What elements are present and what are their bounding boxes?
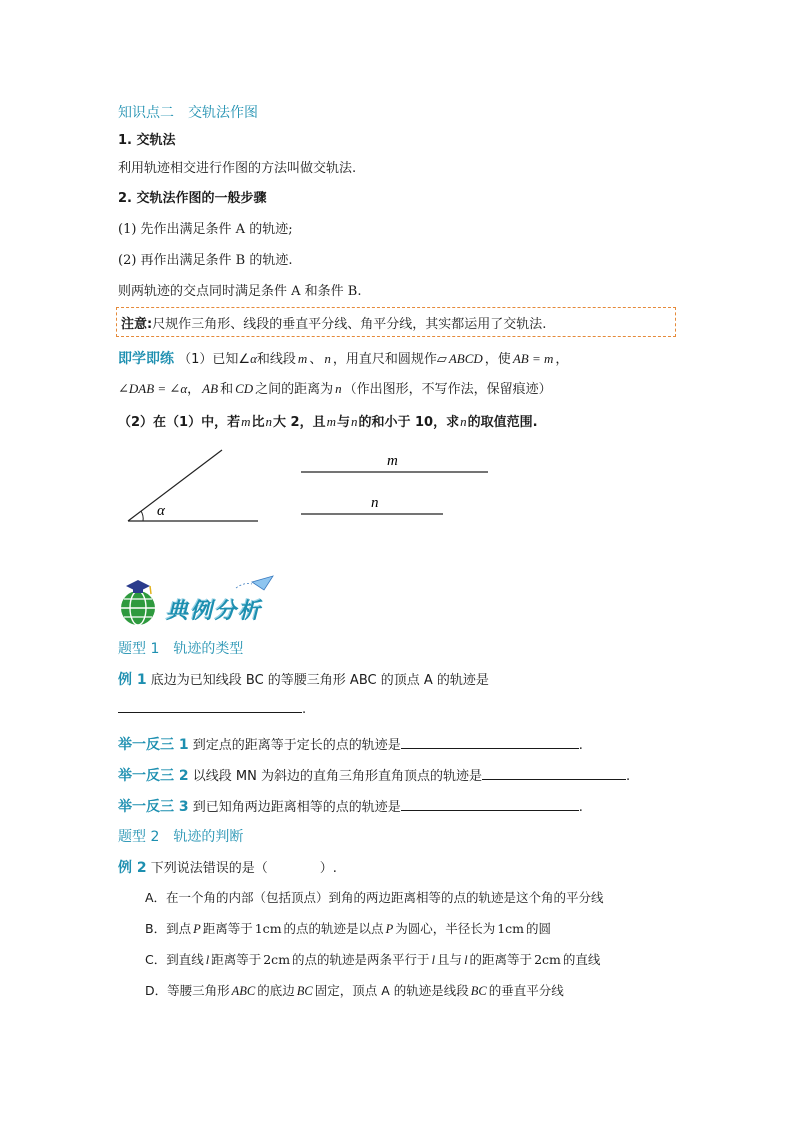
note-label: 注意: <box>121 317 153 332</box>
length-2cm: 2cm <box>263 952 291 967</box>
example1-line <box>118 669 489 689</box>
practice2-text: 以线段 MN 为斜边的直角三角形直角顶点的轨迹是 <box>192 769 482 784</box>
option-d[interactable] <box>145 981 564 999</box>
practice3-line <box>118 796 583 816</box>
answer-blank[interactable] <box>401 798 579 811</box>
m-label: m <box>387 453 398 469</box>
abc-symbol: ABC <box>231 984 256 998</box>
practice-text: 和线段 <box>256 352 296 367</box>
item2-step1: (1) 先作出满足条件 A 的轨迹; <box>118 222 293 237</box>
practice-text: （作出图形，不写作法，保留痕迹） <box>343 382 552 397</box>
alpha-label: α <box>157 503 165 519</box>
option-text: 的底边 <box>257 983 295 998</box>
n-symbol: n <box>350 414 358 429</box>
p-symbol: P <box>385 922 394 936</box>
angle-arc <box>141 511 143 521</box>
option-text: 且与 <box>437 952 463 967</box>
practice-text: 的和小于 10，求 <box>358 415 460 430</box>
option-text: 距离等于 <box>202 921 253 936</box>
abcd-symbol: ABCD <box>448 351 483 366</box>
practice-text: 大 2，且 <box>273 415 326 430</box>
item2-heading: 2. 交轨法作图的一般步骤 <box>118 191 267 206</box>
practice2-label: 举一反三 2 <box>118 768 189 784</box>
practice-text: ，用直尺和圆规作 <box>332 352 437 367</box>
option-a[interactable]: A．在一个角的内部（包括顶点）到角的两边距离相等的点的轨迹是这个角的平分线 <box>145 890 604 905</box>
period: . <box>578 800 583 815</box>
option-text: 的直线 <box>562 952 601 967</box>
alpha-symbol: α <box>250 351 257 366</box>
practice2-line <box>118 765 630 785</box>
practice-text: ，使 <box>484 352 511 367</box>
option-text: 的点的轨迹是两条平行于 <box>292 952 430 967</box>
practice-text: 之间的距离为 <box>255 382 334 397</box>
option-text: D．等腰三角形 <box>145 983 230 998</box>
type1-title: 题型 1 轨迹的类型 <box>118 641 244 657</box>
period: . <box>578 738 583 753</box>
option-text: C．到直线 <box>145 952 204 967</box>
example2-text: 下列说法错误的是（ ）. <box>150 861 337 876</box>
m-symbol: m <box>241 414 251 429</box>
practice-text: 和 <box>220 382 234 397</box>
example1-text: 底边为已知线段 BC 的等腰三角形 ABC 的顶点 A 的轨迹是 <box>150 673 489 688</box>
example1-answer <box>118 700 306 717</box>
answer-blank[interactable] <box>118 700 302 713</box>
length-1cm: 1cm <box>497 921 525 936</box>
parallelogram-symbol: ▱ <box>436 352 447 367</box>
section-title: 知识点二 交轨法作图 <box>118 105 258 121</box>
option-text: 为圆心，半径长为 <box>395 921 496 936</box>
practice1-text: 到定点的距离等于定长的点的轨迹是 <box>192 738 401 753</box>
answer-blank[interactable] <box>482 767 626 780</box>
cd-symbol: CD <box>235 381 254 396</box>
ab-symbol: AB <box>202 381 219 396</box>
option-text: 的距离等于 <box>469 952 533 967</box>
practice-text: （1）已知∠ <box>178 352 251 367</box>
practice-label: 即学即练 <box>118 351 174 367</box>
length-2cm: 2cm <box>534 952 561 967</box>
length-1cm: 1cm <box>254 921 282 936</box>
practice1-line <box>118 734 583 754</box>
item2-step2: (2) 再作出满足条件 B 的轨迹. <box>118 253 293 268</box>
practice-text: 与 <box>336 415 350 430</box>
l-symbol: l <box>205 953 210 967</box>
item1-heading: 1. 交轨法 <box>118 133 176 148</box>
option-c[interactable] <box>145 950 600 968</box>
option-text: 的点的轨迹是以点 <box>283 921 384 936</box>
option-text: B．到点 <box>145 921 192 936</box>
banner-title: 典例分析 <box>166 599 263 624</box>
practice-text: 的取值范围. <box>467 415 538 430</box>
answer-blank[interactable] <box>401 736 579 749</box>
option-text: 的圆 <box>526 921 552 936</box>
note-text: 尺规作三角形、线段的垂直平分线、角平分线，其实都运用了交轨法. <box>152 317 547 332</box>
practice3-label: 举一反三 3 <box>118 799 189 815</box>
l-symbol: l <box>431 953 436 967</box>
practice-text: 比 <box>251 415 265 430</box>
angle-dab: ∠DAB = ∠α <box>118 381 188 396</box>
item2-conclusion: 则两轨迹的交点同时满足条件 A 和条件 B. <box>118 284 362 299</box>
n-symbol: n <box>265 414 272 429</box>
bc-symbol: BC <box>296 984 313 998</box>
period: . <box>625 769 631 784</box>
n-symbol: n <box>324 351 331 366</box>
practice-text: 、 <box>309 352 323 367</box>
option-text: 距离等于 <box>211 952 262 967</box>
n-symbol: n <box>460 414 467 429</box>
m-symbol: m <box>297 351 308 366</box>
option-text: 的垂直平分线 <box>488 983 564 998</box>
l-symbol: l <box>464 953 468 967</box>
example2-label: 例 2 <box>118 860 147 876</box>
practice-text: ， <box>187 382 201 397</box>
option-b[interactable] <box>145 919 551 937</box>
n-label: n <box>371 495 379 511</box>
practice1-label: 举一反三 1 <box>118 737 189 753</box>
ab-eq-m: AB = m <box>512 351 554 366</box>
example2-line <box>118 857 337 877</box>
option-text: 固定，顶点 A 的轨迹是线段 <box>314 983 469 998</box>
construction-figure <box>0 0 794 560</box>
type2-title: 题型 2 轨迹的判断 <box>118 829 244 845</box>
period: . <box>302 702 307 717</box>
p-symbol: P <box>193 922 201 936</box>
paper-plane-icon <box>252 576 273 590</box>
m-symbol: m <box>326 414 336 429</box>
item1-text: 利用轨迹相交进行作图的方法叫做交轨法. <box>118 161 357 176</box>
practice-text: （2）在（1）中，若 <box>118 415 241 430</box>
practice-text: ， <box>555 352 569 367</box>
bc-symbol: BC <box>470 984 487 998</box>
practice3-text: 到已知角两边距离相等的点的轨迹是 <box>192 800 401 815</box>
angle-ray-upper <box>128 450 222 521</box>
example1-label: 例 1 <box>118 672 147 688</box>
n-symbol: n <box>335 381 342 396</box>
